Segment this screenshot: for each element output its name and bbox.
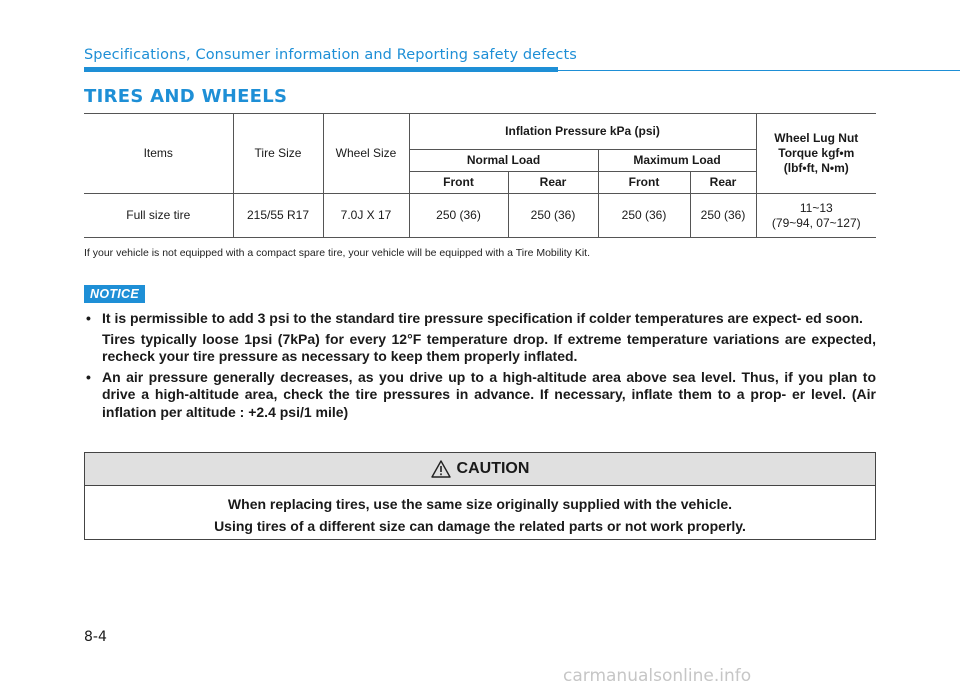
notice-bullet-2: An air pressure generally decreases, as you drive up to a high-altitude area above sea level. Thus, if you plan to drive a high-altitude area, check the tire pressures in advance. If necessary, inflate them to a prop- er level. (Air inflation per altitude : +2.4 psi/1 mile) (102, 368, 876, 420)
warning-triangle-icon (431, 460, 451, 478)
cell-max-rear: 250 (36) (690, 194, 756, 238)
notice-badge: NOTICE (84, 285, 145, 303)
cell-torque (756, 194, 876, 238)
caution-label: CAUTION (456, 460, 530, 477)
col-header-lug-nut-torque (756, 114, 876, 194)
watermark: carmanualsonline.info (563, 666, 752, 686)
bullet-glyph: • (86, 310, 91, 326)
list-item (84, 310, 876, 366)
torque-line2: (79~94, 07~127) (771, 215, 861, 230)
header-rule-extension (558, 70, 960, 71)
notice-list (84, 310, 876, 424)
footnote: If your vehicle is not equipped with a compact spare tire, your vehicle will be equipped with a Tire Mobility Kit. (84, 247, 590, 259)
col-header-maximum-load: Maximum Load (598, 150, 756, 172)
col-header-items: Items (84, 114, 233, 194)
header-rule (84, 67, 558, 72)
tire-spec-table (84, 113, 876, 238)
cell-item: Full size tire (84, 194, 233, 238)
caution-body (85, 486, 875, 537)
caution-line-2: Using tires of a different size can damage the related parts or not work properly. (214, 518, 746, 534)
table-row (84, 194, 876, 238)
col-header-normal-front: Front (409, 172, 508, 194)
lug-nut-line2: Torque kgf•m (778, 146, 855, 160)
cell-max-front: 250 (36) (598, 194, 690, 238)
col-header-wheel-size: Wheel Size (323, 114, 409, 194)
section-header: Specifications, Consumer information and Reporting safety defects (84, 47, 577, 63)
col-header-normal-load: Normal Load (409, 150, 598, 172)
lug-nut-line3: (lbf•ft, N•m) (783, 161, 849, 175)
list-item (84, 369, 876, 422)
col-header-max-rear: Rear (690, 172, 756, 194)
bullet-glyph: • (86, 368, 91, 385)
caution-line-1: When replacing tires, use the same size originally supplied with the vehicle. (227, 496, 733, 512)
cell-normal-front: 250 (36) (409, 194, 508, 238)
col-header-max-front: Front (598, 172, 690, 194)
lug-nut-line1: Wheel Lug Nut (774, 131, 859, 145)
col-header-normal-rear: Rear (508, 172, 598, 194)
page-number: 8-4 (84, 629, 107, 645)
cell-wheel-size: 7.0J X 17 (323, 194, 409, 238)
cell-tire-size: 215/55 R17 (233, 194, 323, 238)
cell-normal-rear: 250 (36) (508, 194, 598, 238)
notice-bullet-1: It is permissible to add 3 psi to the standard tire pressure specification if colder temperatures are expect- ed soon. (102, 310, 863, 326)
col-header-tire-size: Tire Size (233, 114, 323, 194)
col-header-inflation: Inflation Pressure kPa (psi) (409, 114, 756, 150)
page-title: TIRES AND WHEELS (84, 86, 288, 107)
caution-box (84, 452, 876, 540)
caution-header (85, 453, 875, 486)
notice-bullet-1-continued: Tires typically loose 1psi (7kPa) for every 12°F temperature drop. If extreme temperature variations are expected, recheck your tire pressure as necessary to keep them properly inflated. (102, 330, 876, 364)
torque-line1: 11~13 (799, 200, 833, 215)
